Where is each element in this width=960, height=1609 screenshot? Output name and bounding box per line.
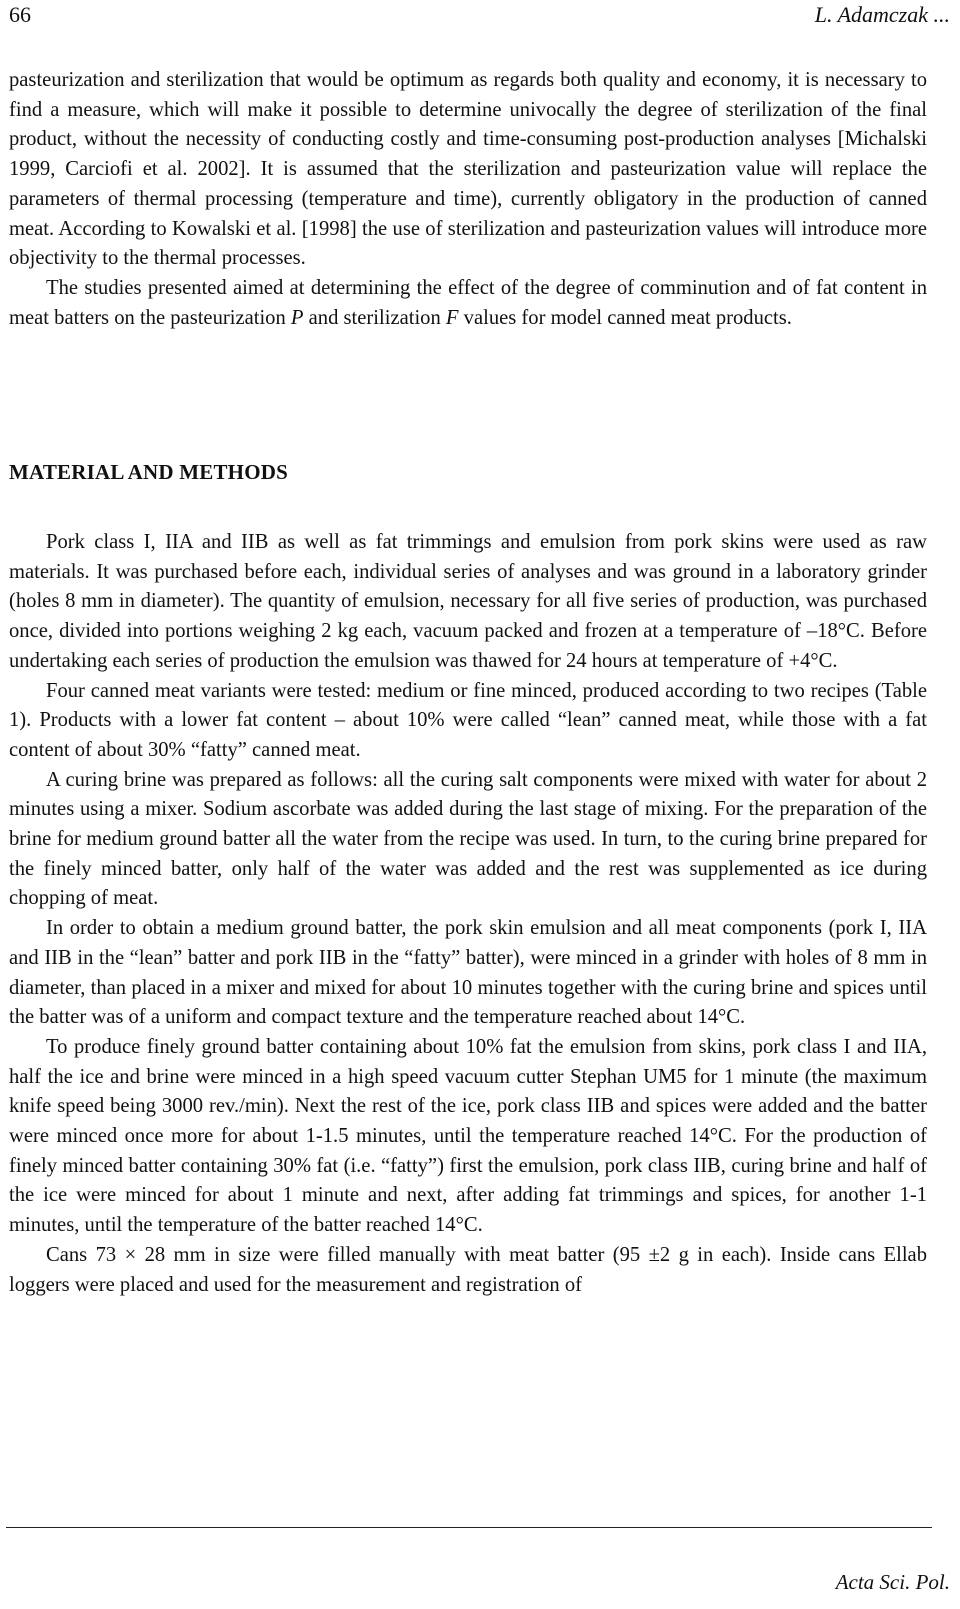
page-number: 66: [9, 2, 31, 27]
methods-paragraph-medium-batter: In order to obtain a medium ground batter, the pork skin emulsion and all meat components (pork I, IIA and IIB in the “lean” batter and pork IIB in the “fatty” batter), were minced in a grinder with holes of 8 mm in diameter, than placed in a mixer and mixed for about 10 minutes together with the curing brine and spices until the batter was of a uniform and compact texture and the temperature reached about 14°C.: [9, 917, 927, 1029]
aim-text-start: The studies presented aimed at determining the effect of the degree of comminution and of fat content in meat batters on the pasteurization: [9, 276, 927, 329]
intro-paragraph-2: [9, 274, 927, 333]
aim-text-end: values for model canned meat products.: [458, 306, 792, 329]
footer-rule: [6, 1527, 932, 1528]
methods-paragraph-variants: Four canned meat variants were tested: medium or fine minced, produced according to two recipes (Table 1). Products with a lower fat content – about 10% were called “lean” canned meat, while those with a fat content of about 30% “fatty” canned meat.: [9, 679, 927, 761]
running-author: L. Adamczak ...: [814, 2, 950, 27]
running-header: [9, 2, 950, 32]
methods-text: [9, 528, 927, 1300]
methods-paragraph-fine-batter: To produce finely ground batter containing about 10% fat the emulsion from skins, pork class I and IIA, half the ice and brine were minced in a high speed vacuum cutter Stephan UM5 for 1 minute (the maximum knife speed being 3000 rev./min). Next the rest of the ice, pork class IIB and spices were added and the batter were minced once more for about 1-1.5 minutes, until the temperature reached 14°C. For the production of finely minced batter containing 30% fat (i.e. “fatty”) first the emulsion, pork class IIB, curing brine and half of the ice were minced for about 1 minute and next, after adding fat trimmings and spices, for another 1-1 minutes, until the temperature of the batter reached 14°C.: [9, 1035, 927, 1237]
pasteurization-symbol: P: [290, 306, 304, 329]
methods-paragraph-raw-materials: Pork class I, IIA and IIB as well as fat trimmings and emulsion from pork skins were used as raw materials. It was purchased before each, individual series of analyses and was ground in a laboratory grinder (holes 8 mm in diameter). The quantity of emulsion, necessary for all five series of production, was purchased once, divided into portions weighing 2 kg each, vacuum packed and frozen at a temperature of –18°C. Before undertaking each series of production the emulsion was thawed for 24 hours at temperature of +4°C.: [9, 531, 927, 672]
intro-text: [9, 66, 927, 333]
intro-paragraph-1: pasteurization and sterilization that would be optimum as regards both quality and economy, it is necessary to find a measure, which will make it possible to determine univocally the degree of sterilization of the final product, without the necessity of conducting costly and time-consuming post-production analyses [Michalski 1999, Carciofi et al. 2002]. It is assumed that the sterilization and pasteurization value will replace the parameters of thermal processing (temperature and time), currently obligatory in the production of canned meat. According to Kowalski et al. [1998] the use of sterilization and pasteurization values will introduce more objectivity to the thermal processes.: [9, 69, 927, 270]
section-heading: MATERIAL AND METHODS: [9, 460, 288, 484]
methods-paragraph-brine: A curing brine was prepared as follows: all the curing salt components were mixed with water for about 2 minutes using a mixer. Sodium ascorbate was added during the last stage of mixing. For the preparation of the brine for medium ground batter all the water from the recipe was used. In turn, to the curing brine prepared for the finely minced batter, only half of the water was added and the rest was supplemented as ice during chopping of meat.: [9, 768, 927, 910]
methods-paragraph-cans: Cans 73 × 28 mm in size were filled manually with meat batter (95 ±2 g in each). Inside cans Ellab loggers were placed and used for the measurement and registration of: [9, 1243, 927, 1296]
aim-text-middle: and sterilization: [303, 306, 446, 329]
sterilization-symbol: F: [445, 306, 459, 329]
journal-footer: Acta Sci. Pol.: [835, 1570, 950, 1594]
